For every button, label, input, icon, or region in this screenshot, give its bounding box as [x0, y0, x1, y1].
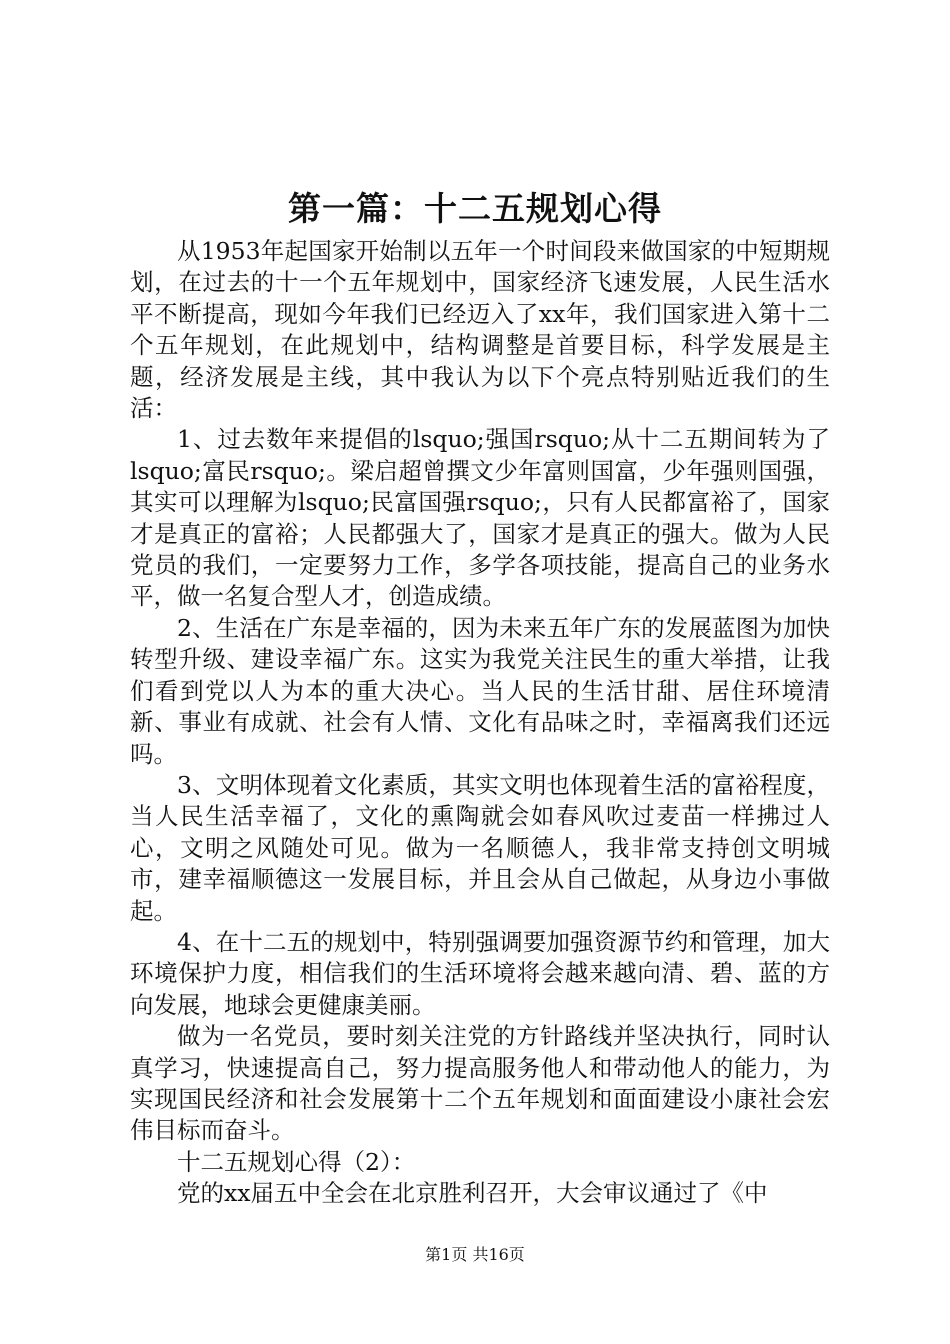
- paragraph-section-start: 党的xx届五中全会在北京胜利召开，大会审议通过了《中: [177, 1179, 768, 1208]
- paragraph-point-3: 3、文明体现着文化素质，其实文明也体现着生活的富裕程度，当人民生活幸福了，文化的熏陶就会如春风吹过麦苗一样拂过人心，文明之风随处可见。做为一名顺德人，我非常支持创文明城市，建幸福顺德这一发展目标，并且会从自己做起，从身边小事做起。: [130, 770, 830, 925]
- paragraph-section-heading: 十二五规划心得（2）：: [177, 1147, 416, 1176]
- page-footer: 第1页 共16页: [425, 1245, 525, 1264]
- document-title: 第一篇：十二五规划心得: [288, 189, 662, 228]
- paragraph-intro: 从1953年起国家开始制以五年一个时间段来做国家的中短期规划，在过去的十一个五年规划中，国家经济飞速发展，人民生活水平不断提高，现如今年我们已经迈入了xx年，我们国家进入第十二个五年规划，在此规划中，结构调整是首要目标，科学发展是主题，经济发展是主线，其中我认为以下个亮点特别贴近我们的生活：: [130, 237, 830, 423]
- paragraph-point-2: 2、生活在广东是幸福的，因为未来五年广东的发展蓝图为加快转型升级、建设幸福广东。这实为我党关注民生的重大举措，让我们看到党以人为本的重大决心。当人民的生活甘甜、居住环境清新、事业有成就、社会有人情、文化有品味之时，幸福离我们还远吗。: [130, 613, 830, 768]
- document-body: [130, 236, 830, 1210]
- paragraph-point-1: 1、过去数年来提倡的lsquo;强国rsquo;从十二五期间转为了lsquo;富民rsquo;。梁启超曾撰文少年富则国富，少年强则国强，其实可以理解为lsquo;民富国强rsquo;，只有人民都富裕了，国家才是真正的富裕；人民都强大了，国家才是真正的强大。做为人民党员的我们，一定要努力工作，多学各项技能，提高自己的业务水平，做一名复合型人才，创造成绩。: [130, 425, 830, 611]
- paragraph-conclusion: 做为一名党员，要时刻关注党的方针路线并坚决执行，同时认真学习，快速提高自己，努力提高服务他人和带动他人的能力，为实现国民经济和社会发展第十二个五年规划和面面建设小康社会宏伟目标而奋斗。: [130, 1022, 830, 1145]
- paragraph-point-4: 4、在十二五的规划中，特别强调要加强资源节约和管理，加大环境保护力度，相信我们的生活环境将会越来越向清、碧、蓝的方向发展，地球会更健康美丽。: [130, 927, 830, 1019]
